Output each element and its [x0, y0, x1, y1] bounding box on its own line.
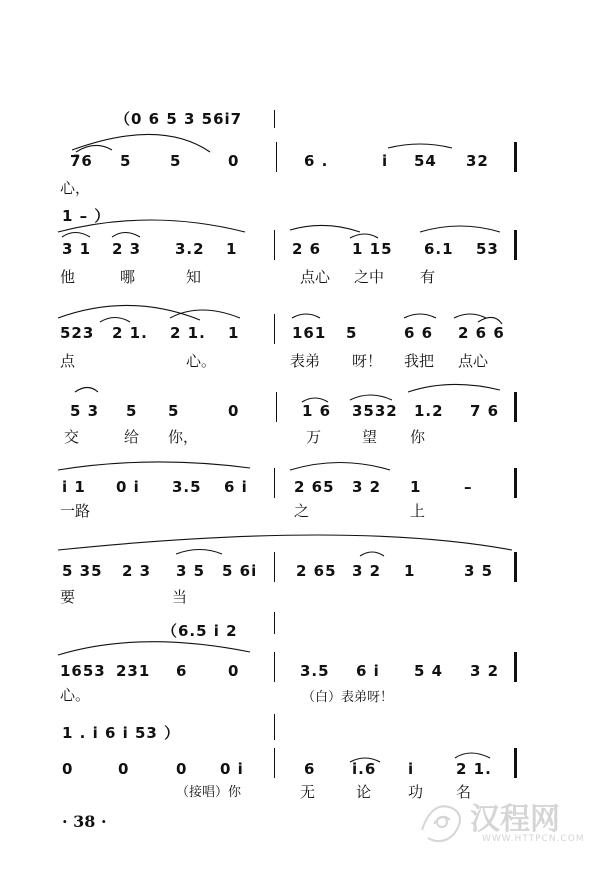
note: 6.1 — [424, 240, 454, 258]
note: 7 6 — [470, 402, 500, 420]
note: i 1 — [62, 478, 86, 496]
lyric: 望 — [362, 428, 378, 446]
bar-line — [274, 714, 275, 740]
note: 3 5 — [464, 562, 494, 580]
note: 5 — [126, 402, 138, 420]
bar-line — [514, 230, 517, 260]
bar-line — [514, 552, 517, 582]
note: 32 — [466, 152, 489, 170]
lyric: 你， — [168, 428, 199, 446]
note: 7̄6 — [70, 152, 93, 170]
bar-line — [274, 110, 275, 128]
note: i.6 — [352, 760, 377, 778]
lyric: 心。 — [60, 686, 91, 704]
note: 3 5 — [176, 562, 206, 580]
note: i — [382, 152, 389, 170]
note: 1 — [226, 240, 238, 258]
note: 1 — [228, 324, 240, 342]
lyric: 一路 — [60, 502, 91, 520]
watermark-logo-icon — [412, 790, 472, 850]
note: 0 — [228, 402, 240, 420]
bar-line — [514, 392, 517, 422]
bar-line — [514, 468, 517, 498]
note: 3532 — [352, 402, 398, 420]
note: 2 1. — [456, 760, 492, 778]
note: 231 — [116, 662, 151, 680]
bar-line — [274, 748, 275, 778]
bar-line — [274, 612, 275, 634]
note: 1 15 — [352, 240, 393, 258]
lyric: 无 — [300, 783, 316, 801]
note: 0 i — [116, 478, 140, 496]
intro-phrase-8: 1 . i 6 i 53 ） — [62, 724, 181, 742]
watermark — [412, 790, 592, 860]
lyric: 论 — [356, 783, 372, 801]
lyric: 你 — [410, 428, 426, 446]
note: 2 3 — [112, 240, 142, 258]
note: 6 i — [224, 478, 248, 496]
bar-line — [514, 652, 517, 682]
bar-line — [274, 468, 275, 498]
note: 3.2 — [175, 240, 205, 258]
note: 523 — [60, 324, 95, 342]
lyric: （白）表弟呀！ — [302, 690, 394, 705]
note: 2 1. — [112, 324, 148, 342]
note: 6 — [176, 662, 188, 680]
note: 5 — [168, 402, 180, 420]
note: 2 6 6 — [458, 324, 505, 342]
lyric: 知 — [186, 268, 202, 286]
note: 2 6 — [292, 240, 322, 258]
lyric: 功 — [408, 783, 424, 801]
lyric: 心， — [60, 179, 91, 197]
note: 0 — [176, 760, 188, 778]
note: 5 4 — [414, 662, 444, 680]
note: 1 6 — [302, 402, 332, 420]
note: – — [464, 478, 473, 496]
lyric: （接唱）你 — [176, 785, 242, 800]
page-number: · 38 · — [62, 812, 107, 831]
note: 161 — [292, 324, 327, 342]
note: 5 6i — [222, 562, 258, 580]
note: 6 6 — [404, 324, 434, 342]
lyric: 点 — [60, 352, 76, 370]
lyric: 他 — [60, 268, 76, 286]
bar-line — [514, 142, 517, 172]
lyric: 表弟 — [290, 352, 321, 370]
note: 2 65 — [294, 478, 335, 496]
lyric: 之 — [294, 502, 310, 520]
note: 2 65 — [296, 562, 337, 580]
note: 2 3 — [122, 562, 152, 580]
note: 0 i — [220, 760, 244, 778]
note: 3 2 — [352, 478, 382, 496]
note: 3 1 — [62, 240, 92, 258]
note: 1 — [410, 478, 422, 496]
lyric: 上 — [410, 502, 426, 520]
lyric: 点心 — [458, 352, 489, 370]
note: 2 1. — [170, 324, 206, 342]
note: 5 — [120, 152, 132, 170]
note: 3 2 — [352, 562, 382, 580]
note: 0 — [228, 152, 240, 170]
lyric: 之中 — [354, 268, 385, 286]
lyric: 交 — [64, 428, 80, 446]
lyric: 哪 — [120, 268, 136, 286]
note: 53 — [476, 240, 499, 258]
note: 1 — [404, 562, 416, 580]
note: 0 — [228, 662, 240, 680]
lyric: 名 — [456, 783, 472, 801]
intro-phrase-7: （6.5 i 2 — [162, 622, 238, 640]
watermark-url: WWW.HTTPCN.COM — [482, 834, 585, 844]
note: 6 . — [304, 152, 329, 170]
lyric: 要 — [60, 588, 76, 606]
note: 1653 — [60, 662, 106, 680]
lyric: 呀！ — [352, 352, 383, 370]
note: 1.2 — [414, 402, 444, 420]
lyric: 万 — [306, 428, 322, 446]
lyric: 心。 — [186, 352, 217, 370]
intro-phrase-2: 1 – ） — [62, 207, 111, 225]
lyric: 给 — [124, 428, 140, 446]
lyric: 有 — [420, 268, 436, 286]
note: 6 — [304, 760, 316, 778]
bar-line — [514, 748, 517, 778]
note: 0 — [62, 760, 74, 778]
note: 6 i — [356, 662, 380, 680]
lyric: 当 — [172, 588, 188, 606]
note: 0 — [118, 760, 130, 778]
note: 5 3 — [70, 402, 100, 420]
bar-line — [274, 552, 275, 582]
watermark-text: 汉程网 — [470, 802, 560, 837]
lyric: 我把 — [404, 352, 435, 370]
intro-phrase-1: （0 6 5 3 56i7 — [115, 110, 243, 128]
note: i — [408, 760, 415, 778]
note: 3.5 — [300, 662, 330, 680]
bar-line — [274, 652, 275, 682]
note: 5 35 — [62, 562, 103, 580]
bar-line — [274, 314, 275, 344]
note: 5 — [346, 324, 358, 342]
bar-line — [276, 142, 277, 172]
bar-line — [276, 392, 277, 422]
note: 3 2 — [470, 662, 500, 680]
note: 3.5 — [172, 478, 202, 496]
lyric: 点心 — [300, 268, 331, 286]
bar-line — [274, 230, 275, 260]
note: 5 — [170, 152, 182, 170]
note: 54 — [414, 152, 437, 170]
